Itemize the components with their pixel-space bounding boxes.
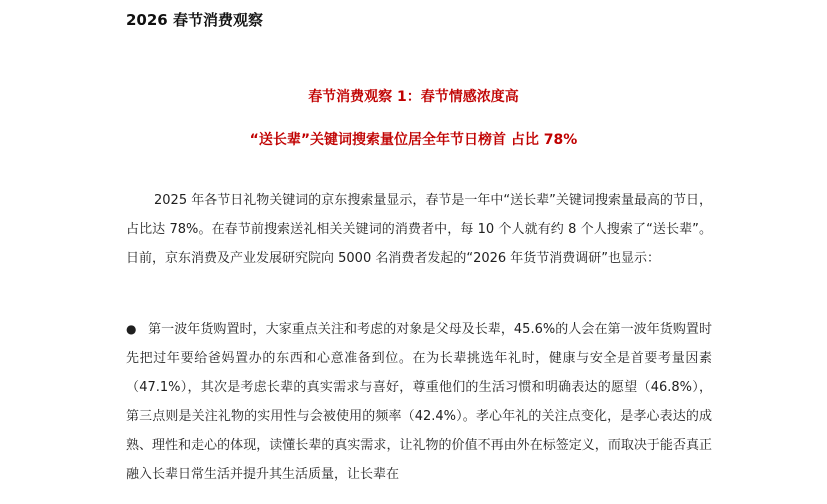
bullet-item [126, 315, 712, 489]
section-subheading: “送长辈”关键词搜索量位居全年节日榜首 占比 78% [249, 132, 578, 148]
bullet-text: 第一波年货购置时，大家重点关注和考虑的对象是父母及长辈，45.6%的人会在第一波年货购置时先把过年要给爸妈置办的东西和心意准备到位。在为长辈挑选年礼时，健康与安全是首要考量因素（47.1%），其次是考虑长辈的真实需求与喜好，尊重他们的生活习惯和明确表达的愿望（46.8%），第三点则是关注礼物的实用性与会被使用的频率（42.4%）。孝心年礼的关注点变化，是孝心表达的成熟、理性和走心的体现，读懂长辈的真实需求，让礼物的价值不再由外在标签定义，而取决于能否真正融入长辈日常生活并提升其生活质量，让长辈在 [126, 322, 712, 482]
document-header: 2026 春节消费观察 [126, 11, 263, 29]
section-heading: 春节消费观察 1：春节情感浓度高 [308, 89, 519, 105]
bullet-dot-icon: ● [126, 322, 137, 336]
paragraph-intro: 2025 年各节日礼物关键词的京东搜索量显示，春节是一年中“送长辈”关键词搜索量最高的节日，占比达 78%。在春节前搜索送礼相关关键词的消费者中，每 10 个人就有约 8 个人搜索了“送长辈”。日前，京东消费及产业发展研究院向 5000 名消费者发起的“2026 年货节消费调研”也显示： [126, 193, 712, 266]
